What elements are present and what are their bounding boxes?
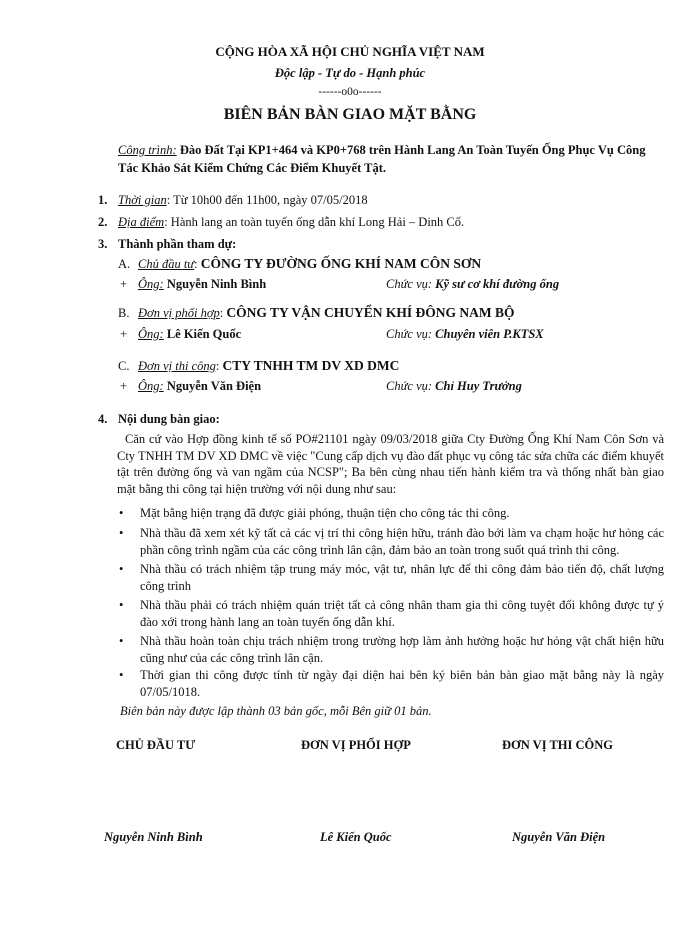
party-letter: A. bbox=[118, 257, 131, 271]
section-number: 3. bbox=[98, 237, 108, 251]
bullet-icon: • bbox=[119, 634, 124, 648]
person-name: Nguyễn Văn Điện bbox=[166, 379, 262, 393]
party-b-person bbox=[138, 327, 241, 342]
project-name-line1: Đào Đất Tại KP1+464 và KP0+768 trên Hành Lang An Toàn Tuyến Ống Phục Vụ Công bbox=[179, 143, 646, 157]
party-a-header: A. Chủ đầu tư: CÔNG TY ĐƯỜNG ỐNG KHÍ NAM CÔN SƠN bbox=[118, 256, 482, 271]
project-label: Công trình: bbox=[118, 143, 177, 157]
party-a-position bbox=[386, 277, 559, 292]
closing-note: Biên bản này được lập thành 03 bản gốc, mỗi Bên giữ 01 bản. bbox=[120, 704, 432, 718]
position-label: Chức vụ: bbox=[386, 277, 433, 291]
list-item: • Thời gian thi công được tính từ ngày đại diện hai bên ký biên bản bàn giao mặt bằng này là ngày 07/05/1018. bbox=[119, 668, 664, 699]
party-b-position bbox=[386, 327, 544, 342]
section-number: 1. bbox=[98, 193, 108, 207]
list-item: • Nhà thầu hoàn toàn chịu trách nhiệm trong trường hợp làm ảnh hưởng hoặc hư hỏng vật chất hiện hữu cũng như của các công trình lân cận. bbox=[119, 634, 664, 665]
party-letter: B. bbox=[118, 306, 130, 320]
position-label: Chức vụ: bbox=[386, 327, 433, 341]
national-motto: Độc lập - Tự do - Hạnh phúc bbox=[274, 66, 426, 80]
party-role: Đơn vị thi công bbox=[138, 359, 216, 373]
party-c-bullet: + bbox=[120, 379, 128, 393]
section-time bbox=[98, 193, 368, 208]
person-label: Ông: bbox=[138, 379, 164, 393]
signature-title-coordinator: ĐƠN VỊ PHỐI HỢP bbox=[301, 738, 411, 752]
project-line-1 bbox=[118, 143, 645, 158]
signature-name-investor: Nguyễn Ninh Bình bbox=[104, 830, 203, 844]
party-role: Đơn vị phối hợp bbox=[138, 306, 220, 320]
party-c-person bbox=[138, 379, 261, 394]
party-a-person bbox=[138, 277, 266, 292]
national-heading: CỘNG HÒA XÃ HỘI CHỦ NGHĨA VIỆT NAM bbox=[215, 44, 485, 59]
section-content bbox=[98, 412, 220, 427]
section-value: : Từ 10h00 đến 11h00, ngày 07/05/2018 bbox=[166, 193, 368, 207]
position-value: Chuyên viên P.KTSX bbox=[435, 327, 544, 341]
section-label: Địa điểm bbox=[118, 215, 165, 229]
document-title: BIÊN BẢN BÀN GIAO MẶT BẰNG bbox=[223, 106, 477, 123]
signature-name-contractor: Nguyễn Văn Điện bbox=[512, 830, 606, 844]
section-number: 4. bbox=[98, 412, 108, 426]
party-role: Chủ đầu tư bbox=[138, 257, 195, 271]
party-b-header: B. Đơn vị phối hợp: CÔNG TY VẬN CHUYỂN KHÍ ĐÔNG NAM BỘ bbox=[118, 305, 515, 320]
person-label: Ông: bbox=[138, 327, 164, 341]
bullet-icon: • bbox=[119, 598, 124, 612]
project-name-line2: Tác Khảo Sát Kiểm Chứng Các Điểm Khuyết Tật. bbox=[118, 161, 387, 175]
intro-paragraph: Căn cứ vào Hợp đồng kinh tế số PO#21101 ngày 09/03/2018 giữa Cty Đường Ống Khí Nam Côn Sơn và Cty TNHH TM DV XD DMC về việc "Cung cấp dịch vụ đào đất phục vụ công tác sửa chữa các điểm khuyết tật trên đường ống và van ngầm của NCSP"; Ba bên cùng nhau tiến hành kiểm tra và thống nhất bàn giao mặt bằng thi công tại hiện trường với nội dung như sau: bbox=[117, 432, 664, 496]
position-value: Kỹ sư cơ khí đường ống bbox=[435, 277, 560, 291]
person-label: Ông: bbox=[138, 277, 164, 291]
person-name: Lê Kiến Quốc bbox=[166, 327, 242, 341]
bullet-icon: • bbox=[119, 506, 124, 520]
section-participants bbox=[98, 237, 236, 252]
party-a-bullet: + bbox=[120, 277, 128, 291]
list-item: • Nhà thầu phải có trách nhiệm quán triệt tất cả công nhân tham gia thi công tuyệt đối không được tự ý đào xới trong hành lang an toàn tuyến ống dẫn khí. bbox=[119, 598, 664, 629]
bullet-icon: • bbox=[119, 562, 124, 576]
signature-title-investor: CHỦ ĐẦU TƯ bbox=[116, 738, 196, 752]
list-item: • Nhà thầu có trách nhiệm tập trung máy móc, vật tư, nhân lực để thi công đảm bảo tiến độ, chất lượng công trình bbox=[119, 562, 664, 593]
section-location bbox=[98, 215, 464, 230]
section-label: Thành phần tham dự: bbox=[118, 237, 237, 251]
header-separator: ------o0o------ bbox=[318, 86, 382, 98]
section-label: Thời gian bbox=[118, 193, 167, 207]
party-org: CÔNG TY VẬN CHUYỂN KHÍ ĐÔNG NAM BỘ bbox=[226, 305, 515, 320]
list-item: • Mặt bằng hiện trạng đã được giải phóng, thuận tiện cho công tác thi công. bbox=[119, 506, 510, 520]
party-b-bullet: + bbox=[120, 327, 128, 341]
party-c-header: C. Đơn vị thi công: CTY TNHH TM DV XD DMC bbox=[118, 358, 400, 373]
section-number: 2. bbox=[98, 215, 108, 229]
signature-title-contractor: ĐƠN VỊ THI CÔNG bbox=[502, 738, 614, 752]
party-c-position bbox=[386, 379, 522, 394]
section-label: Nội dung bàn giao: bbox=[118, 412, 220, 426]
party-letter: C. bbox=[118, 359, 130, 373]
party-org: CÔNG TY ĐƯỜNG ỐNG KHÍ NAM CÔN SƠN bbox=[200, 256, 482, 271]
position-label: Chức vụ: bbox=[386, 379, 433, 393]
signature-name-coordinator: Lê Kiến Quốc bbox=[320, 830, 392, 844]
section-value: : Hành lang an toàn tuyến ống dẫn khí Long Hải – Dinh Cố. bbox=[164, 215, 465, 229]
bullet-icon: • bbox=[119, 668, 124, 682]
bullet-icon: • bbox=[119, 526, 124, 540]
position-value: Chỉ Huy Trưởng bbox=[435, 379, 522, 393]
party-org: CTY TNHH TM DV XD DMC bbox=[222, 358, 400, 373]
list-item: • Nhà thầu đã xem xét kỹ tất cả các vị trí thi công hiện hữu, tránh đào bới làm va chạm hoặc hư hỏng các phần công trình ngầm của các công trình lân cận, đảm bảo an toàn trong suốt quá trình thi công. bbox=[119, 526, 664, 557]
person-name: Nguyễn Ninh Bình bbox=[166, 277, 267, 291]
